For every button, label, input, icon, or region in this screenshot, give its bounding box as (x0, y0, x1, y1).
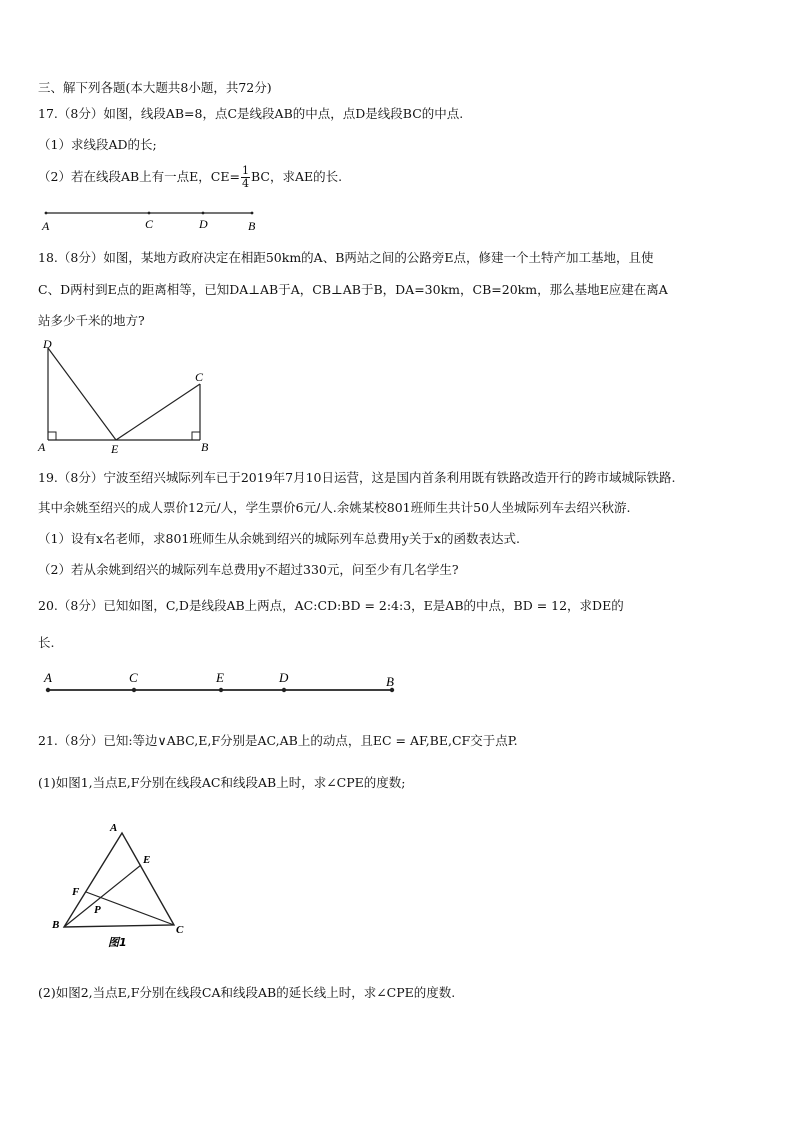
q20-label-e: E (216, 670, 224, 685)
section-header: 三、解下列各题(本大题共8小题，共72分) (38, 80, 272, 95)
q18-right-angle-b (192, 432, 200, 440)
q18-line-de (48, 348, 116, 440)
q20-label-c: C (129, 670, 138, 685)
q20-point-a (46, 688, 50, 692)
q17-point-c (148, 212, 151, 215)
q19-line2: 其中余姚至绍兴的成人票价12元/人，学生票价6元/人.余姚某校801班师生共计50人坐城际列车去绍兴秋游. (38, 500, 631, 515)
q17-point-a (45, 212, 48, 215)
q17-label-a: A (42, 219, 50, 233)
q20-point-c (132, 688, 136, 692)
q17-fraction (241, 165, 250, 190)
q19-line1: 19.（8分）宁波至绍兴城际列车已于2019年7月10日运营，这是国内首条利用既有铁路改造开行的跨市域城际铁路. (38, 470, 676, 485)
q17-stem: 17.（8分）如图，线段AB=8，点C是线段AB的中点，点D是线段BC的中点. (38, 106, 464, 121)
q17-point-d (202, 212, 205, 215)
q19-part1: （1）设有x名老师，求801班师生从余姚到绍兴的城际列车总费用y关于x的函数表达式. (38, 531, 520, 546)
q18-line1: 18.（8分）如图，某地方政府决定在相距50km的A、B两站之间的公路旁E点，修建一个土特产加工基地，且使 (38, 250, 654, 265)
q17-label-c: C (145, 217, 154, 231)
q17-label-d: D (199, 217, 208, 231)
q17-segment-figure (38, 206, 278, 236)
q20-point-e (219, 688, 223, 692)
q18-label-d: D (43, 337, 52, 351)
q20-label-d: D (279, 670, 289, 685)
q17-frac-den: 4 (241, 177, 249, 190)
q17-label-b: B (248, 219, 256, 233)
q21-part2: (2)如图2,当点E,F分别在线段CA和线段AB的延长线上时，求∠CPE的度数. (38, 985, 456, 1000)
q21-label-p: P (94, 904, 101, 916)
q21-label-e: E (143, 854, 151, 866)
q18-figure (30, 334, 230, 454)
q21-label-f: F (72, 886, 80, 898)
q21-figure-caption: 图1 (108, 936, 127, 949)
q21-label-c: C (176, 924, 184, 936)
q17-part2 (38, 165, 342, 190)
q17-part2-pre: （2）若在线段AB上有一点E，CE= (38, 169, 240, 184)
q20-line1: 20.（8分）已知如图，C,D是线段AB上两点，AC:CD:BD = 2:4:3，E是AB的中点，BD = 12，求DE的 (38, 598, 624, 613)
q21-triangle-abc (64, 833, 174, 927)
q18-line2: C、D两村到E点的距离相等，已知DA⊥AB于A，CB⊥AB于B，DA=30km，CB=20km，那么基地E应建在离A (38, 282, 668, 297)
q18-label-c: C (195, 370, 204, 384)
q20-label-a: A (44, 670, 52, 685)
q20-segment-figure (38, 668, 408, 700)
q21-label-b: B (52, 919, 60, 931)
q20-line2: 长. (38, 635, 55, 650)
q21-figure-1 (44, 815, 204, 955)
q20-label-b: B (386, 674, 394, 689)
q17-part1: （1）求线段AD的长; (38, 137, 157, 152)
q17-point-b (251, 212, 254, 215)
q17-frac-num: 1 (241, 164, 249, 177)
q20-point-d (282, 688, 286, 692)
q19-part2: （2）若从余姚到绍兴的城际列车总费用y不超过330元，问至少有几名学生? (38, 562, 459, 577)
q21-part1: (1)如图1,当点E,F分别在线段AC和线段AB上时，求∠CPE的度数; (38, 775, 406, 790)
q18-label-e: E (111, 442, 119, 454)
q18-right-angle-a (48, 432, 56, 440)
q18-line3: 站多少千米的地方? (38, 313, 145, 328)
q18-line-ce (116, 384, 200, 440)
q21-label-a: A (110, 822, 118, 834)
q17-part2-post: BC，求AE的长. (250, 169, 343, 184)
q18-label-b: B (201, 440, 209, 454)
q18-label-a: A (38, 440, 46, 454)
q21-stem: 21.（8分）已知:等边∨ABC,E,F分别是AC,AB上的动点，且EC = AF,BE,CF交于点P. (38, 733, 518, 748)
